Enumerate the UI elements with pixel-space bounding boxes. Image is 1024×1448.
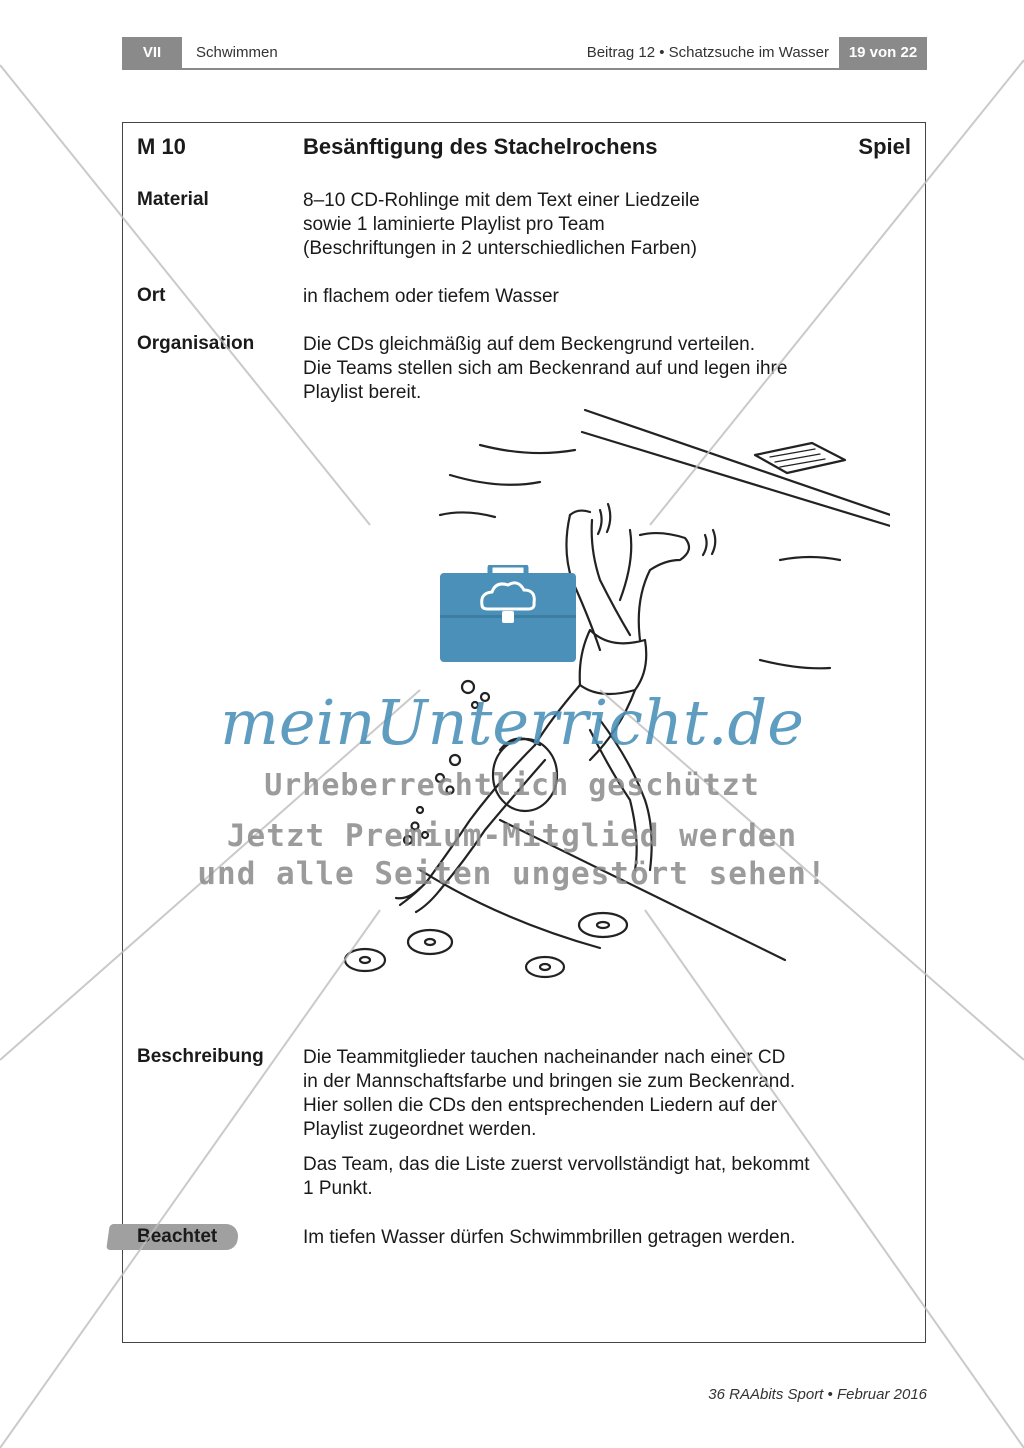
material-title: Besänftigung des Stachelrochens — [303, 134, 658, 159]
text-beachtet: Im tiefen Wasser dürfen Schwimmbrillen getragen werden. — [303, 1227, 796, 1248]
text-organisation: Die CDs gleichmäßig auf dem Beckengrund verteilen. Die Teams stellen sich am Beckenrand auf und legen ihre Playlist bereit. — [303, 334, 788, 403]
page-count-badge: 19 von 22 — [839, 37, 927, 69]
label-beachtet: Beachtet — [137, 1226, 218, 1247]
label-beschreibung: Beschreibung — [137, 1046, 264, 1067]
page-footer: 36 RAAbits Sport • Februar 2016 — [708, 1386, 927, 1403]
label-ort: Ort — [137, 285, 166, 306]
label-organisation: Organisation — [137, 333, 255, 354]
article-label: Beitrag 12 • Schatzsuche im Wasser — [586, 44, 829, 61]
material-kind: Spiel — [858, 134, 911, 159]
briefcase-cloud-icon — [440, 565, 576, 662]
text-ort: in flachem oder tiefem Wasser — [303, 286, 559, 307]
topic-label: Schwimmen — [196, 44, 278, 61]
watermark-brand: meinUnterricht.de — [220, 686, 804, 759]
section-badge: VII — [122, 37, 182, 69]
watermark-line-2: Jetzt Premium-Mitglied werden — [226, 818, 798, 854]
text-beschreibung: Die Teammitglieder tauchen nacheinander nach einer CD in der Mannschaftsfarbe und bringen sie zum Beckenrand. Hier sollen die CDs den entsprechenden Liedern auf der Playlist zugeordnet werden. Das Team, das die Liste zuerst vervollständigt hat, bekommt 1 Punkt. — [303, 1047, 810, 1199]
label-material: Material — [137, 189, 209, 210]
material-number: M 10 — [137, 134, 186, 159]
watermark-line-1: Urheberrechtlich geschützt — [264, 768, 760, 803]
text-material: 8–10 CD-Rohlinge mit dem Text einer Liedzeile sowie 1 laminierte Playlist pro Team (Beschriftungen in 2 unterschiedlichen Farben) — [303, 190, 700, 259]
watermark-line-3: und alle Seiten ungestört sehen! — [197, 856, 827, 892]
